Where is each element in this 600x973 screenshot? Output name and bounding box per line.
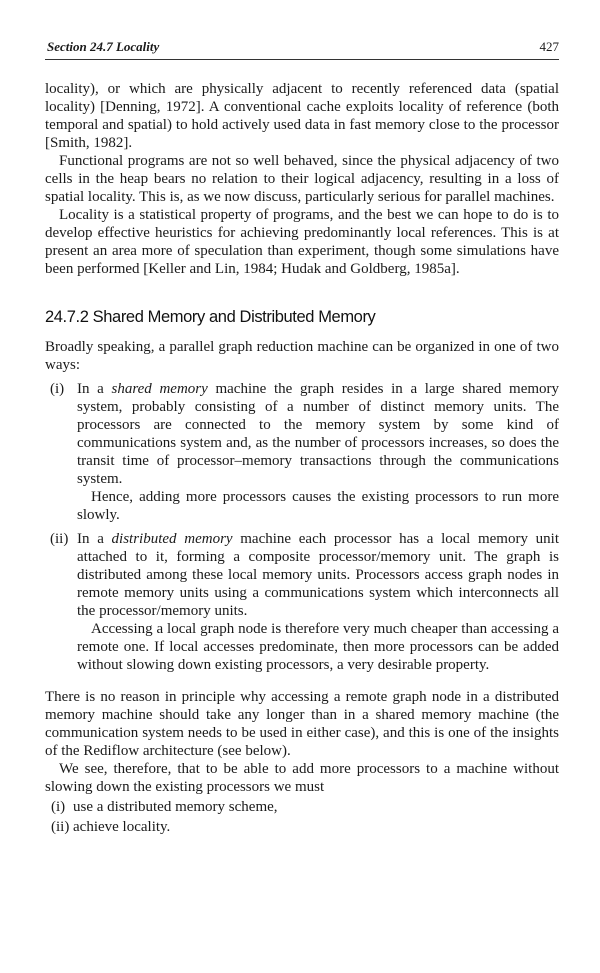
list-marker: (ii)	[50, 531, 69, 547]
paragraph-locality-continued: locality), or which are physically adjacent to recently referenced data (spatial locality) [Denning, 1972]. A conventional cache exploits locality of reference (both temporal and spatial) to hold actively used data in fast memory close to the processor [Smith, 1982].	[45, 81, 559, 151]
body-text	[45, 80, 559, 836]
list-item-text: In a distributed memory machine each processor has a local memory unit attached to it, forming a composite processor/memory unit. The graph is distributed among these local memory units. Processors access graph nodes in remote memory units using a communications system which interconnects all the processor/memory units.	[77, 531, 559, 619]
header-rule	[45, 59, 559, 60]
subsection-heading	[45, 308, 559, 326]
paragraph-functional-programs: Functional programs are not so well behaved, since the physical adjacency of two cells in the heap bears no relation to their logical adjacency, resulting in a loss of spatial locality. This is, as we now discuss, particularly serious for parallel machines.	[45, 153, 559, 205]
list-item-text: achieve locality.	[73, 819, 171, 835]
requirements-list	[45, 798, 559, 836]
list-item-shared-memory	[45, 380, 559, 524]
list-item-text: In a shared memory machine the graph resides in a large shared memory system, probably consisting of a number of distinct memory units. The processors are connected to the memory system by some kind of communications system and, as the number of processors increases, so does the transit time of processor–memory transactions through the communications system.	[77, 381, 560, 487]
paragraph-no-reason: There is no reason in principle why accessing a remote graph node in a distributed memory machine should take any longer than in a shared memory machine (the communication system needs to be used in either case), and this is one of the insights of the Rediflow architecture (see below).	[45, 689, 559, 759]
list-marker: (i)	[50, 381, 65, 397]
list-item-text: use a distributed memory scheme,	[73, 799, 278, 815]
list-item-followup: Accessing a local graph node is therefore very much cheaper than accessing a remote one. If local accesses predominate, then more processors can be added without slowing down existing processors, a very desirable property.	[77, 621, 559, 673]
running-head-section: Section 24.7 Locality	[47, 39, 160, 54]
list-item-followup: Hence, adding more processors causes the existing processors to run more slowly.	[77, 489, 559, 523]
list-item-requirement	[45, 798, 559, 816]
page-number: 427	[539, 39, 559, 54]
subsection-title: Shared Memory and Distributed Memory	[92, 308, 376, 326]
subsection-number: 24.7.2	[45, 308, 89, 326]
list-item-requirement	[45, 818, 559, 836]
running-head	[45, 39, 559, 59]
paragraph-statistical-property: Locality is a statistical property of programs, and the best we can hope to do is to develop effective heuristics for achieving predominantly local references. This is at present an area more of speculation than experiment, though some simulations have been performed [Keller and Lin, 1984; Hudak and Goldberg, 1985a].	[45, 207, 559, 277]
list-marker: (ii)	[51, 819, 70, 835]
term-distributed-memory: distributed memory	[111, 531, 233, 547]
paragraph-we-see: We see, therefore, that to be able to add more processors to a machine without slowing down the existing processors we must	[45, 761, 559, 795]
list-marker: (i)	[51, 799, 66, 815]
term-shared-memory: shared memory	[111, 381, 208, 397]
paragraph-intro: Broadly speaking, a parallel graph reduction machine can be organized in one of two ways:	[45, 339, 559, 373]
list-item-distributed-memory	[45, 530, 559, 674]
